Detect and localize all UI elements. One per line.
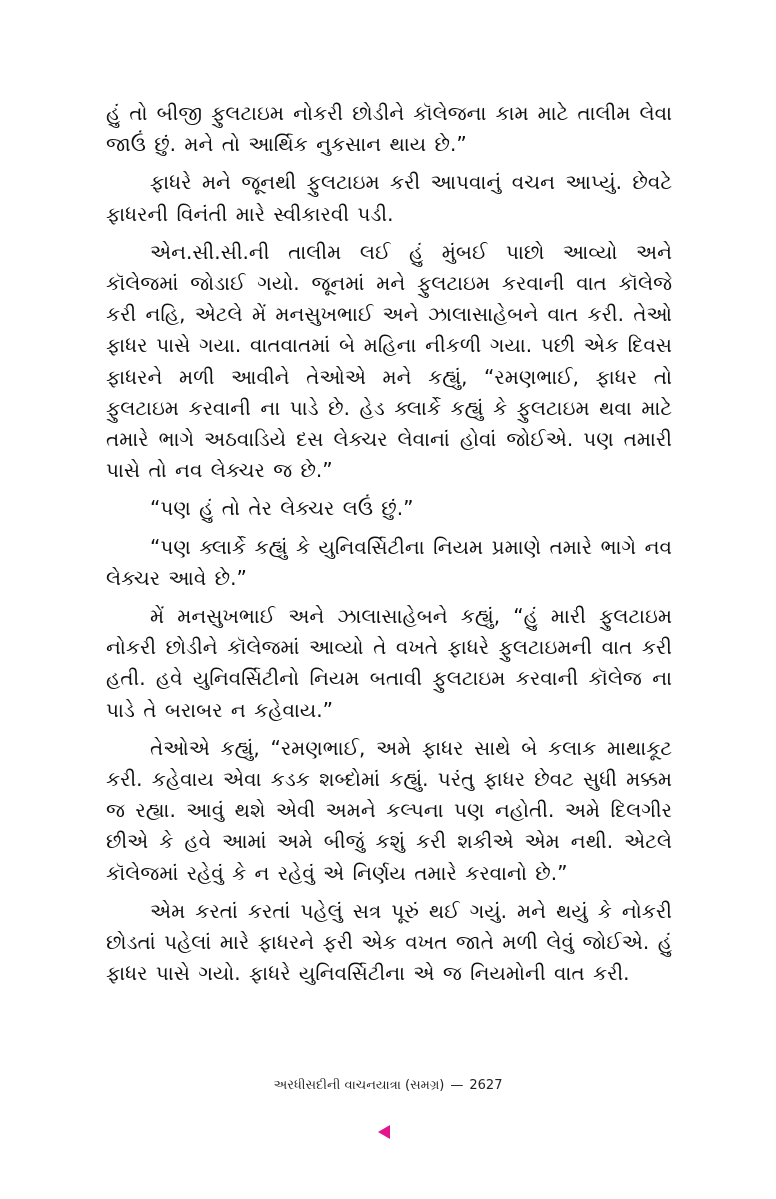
- paragraph-5: “પણ ક્લાર્કે કહ્યું કે યુનિવર્સિટીના નિયમ પ્રમાણે તમારે ભાગે નવ લેક્ચર આવે છે.”: [106, 534, 672, 590]
- prev-page-arrow-icon[interactable]: [378, 1125, 390, 1139]
- paragraph-8: એમ કરતાં કરતાં પહેલું સત્ર પૂરું થઈ ગયું. મને થયું કે નોકરી છોડતાં પહેલાં મારે ફાધરને ફરી એક વખત જાતે મળી લેવું જોઈએ. હું ફાધર પાસે ગયો. ફાધરે યુનિવર્સિટીના એ જ નિયમોની વાત કરી.: [106, 898, 672, 986]
- footer-page-number: 2627: [469, 1078, 503, 1093]
- paragraph-6: મેં મનસુખભાઈ અને ઝાલાસાહેબને કહ્યું, “હું મારી ફુલટાઇમ નોકરી છોડીને કૉલેજમાં આવ્યો તે વખતે ફાધરે ફુલટાઇમની વાત કરી હતી. હવે યુનિવર્સિટીનો નિયમ બતાવી ફુલટાઇમ કરવાની કૉલેજ ના પાડે તે બરાબર ન કહેવાય.”: [106, 604, 672, 722]
- page-body: [106, 98, 672, 996]
- paragraph-2: ફાધરે મને જૂનથી ફુલટાઇમ કરી આપવાનું વચન આપ્યું. છેવટે ફાધરની વિનંતી મારે સ્વીકારવી પડી.: [106, 170, 672, 226]
- paragraph-4: “પણ હું તો તેર લેક્ચર લઉં છું.”: [150, 496, 414, 521]
- paragraph-1: હું તો બીજી ફુલટાઇમ નોકરી છોડીને કૉલેજના કામ માટે તાલીમ લેવા જાઉં છું. મને તો આર્થિક નુકસાન થાય છે.”: [106, 101, 672, 157]
- paragraph-3: એન.સી.સી.ની તાલીમ લઈ હું મુંબઈ પાછો આવ્યો અને કૉલેજમાં જોડાઈ ગયો. જૂનમાં મને ફુલટાઇમ કરવાની વાત કૉલેજે કરી નહિ, એટલે મેં મનસુખભાઈ અને ઝાલાસાહેબને વાત કરી. તેઓ ફાધર પાસે ગયા. વાતવાતમાં બે મહિના નીકળી ગયા. પછી એક દિવસ ફાધરને મળી આવીને તેઓએ મને કહ્યું, “રમણભાઈ, ફાધર તો ફુલટાઇમ કરવાની ના પાડે છે. હેડ ક્લાર્કે કહ્યું કે ફુલટાઇમ થવા માટે તમારે ભાગે અઠવાડિયે દસ લેક્ચર લેવાનાં હોવાં જોઈએ. પણ તમારી પાસે તો નવ લેક્ચર જ છે.”: [106, 239, 672, 483]
- page-footer: [0, 1078, 776, 1093]
- paragraph-7: તેઓએ કહ્યું, “રમણભાઈ, અમે ફાધર સાથે બે કલાક માથાકૂટ કરી. કહેવાય એવા કડક શબ્દોમાં કહ્યું. પરંતુ ફાધર છેવટ સુધી મક્કમ જ રહ્યા. આવું થશે એવી અમને કલ્પના પણ નહોતી. અમે દિલગીર છીએ કે હવે આમાં અમે બીજું કશું કરી શકીએ એમ નથી. એટલે કૉલેજમાં રહેવું કે ન રહેવું એ નિર્ણય તમારે કરવાનો છે.”: [106, 735, 672, 885]
- footer-book-title: અરધીસદીની વાચનયાત્રા (સમગ્ર): [273, 1078, 445, 1093]
- footer-separator: —: [450, 1078, 464, 1093]
